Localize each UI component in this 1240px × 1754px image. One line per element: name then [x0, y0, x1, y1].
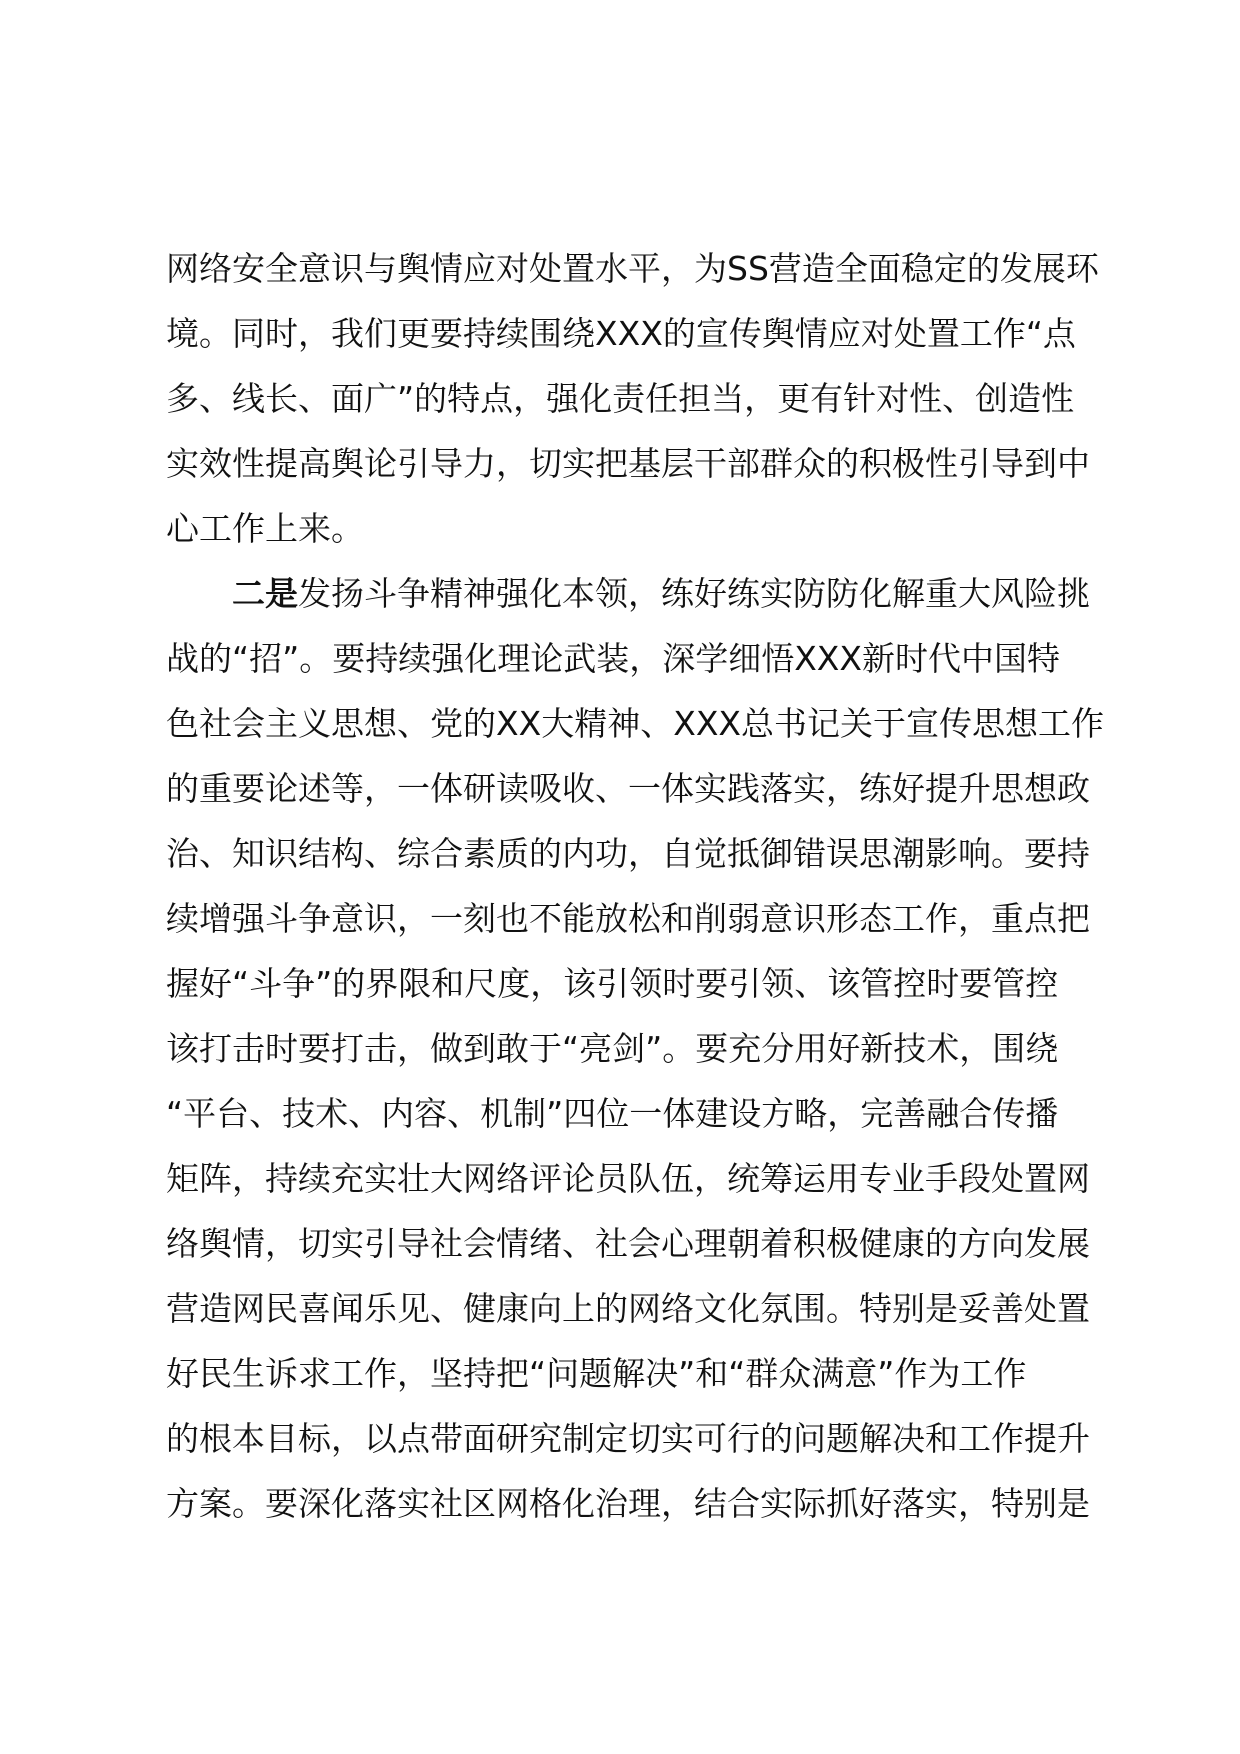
- paragraph-first-line: [166, 561, 1106, 626]
- text-line: 治、知识结构、综合素质的内功，自觉抵御错误思潮影响。要持: [166, 834, 1090, 873]
- text-line: 该打击时要打击，做到敢于“亮剑”。要充分用好新技术，围绕: [166, 1029, 1059, 1068]
- first-line-rest: 发扬斗争精神强化本领，练好练实防防化解重大风险挑: [298, 574, 1090, 613]
- lead-bold-text: 二是: [232, 574, 298, 613]
- text-line: 心工作上来。: [166, 509, 364, 548]
- paragraph-2: [166, 561, 1106, 1536]
- text-line: 境。同时，我们更要持续围绕XXX的宣传舆情应对处置工作“点: [166, 314, 1076, 353]
- text-line: 好民生诉求工作，坚持把“问题解决”和“群众满意”作为工作: [166, 1354, 1027, 1393]
- text-line: 的重要论述等，一体研读吸收、一体实践落实，练好提升思想政: [166, 769, 1090, 808]
- text-line: 战的“招”。要持续强化理论武装，深学细悟XXX新时代中国特: [166, 639, 1061, 678]
- body-text: [166, 236, 1106, 1536]
- text-line: 矩阵，持续充实壮大网络评论员队伍，统筹运用专业手段处置网: [166, 1159, 1090, 1198]
- text-line: 续增强斗争意识，一刻也不能放松和削弱意识形态工作，重点把: [166, 899, 1090, 938]
- paragraph-1: [166, 236, 1106, 561]
- text-line: 网络安全意识与舆情应对处置水平，为SS营造全面稳定的发展环: [166, 249, 1099, 288]
- text-line: 实效性提高舆论引导力，切实把基层干部群众的积极性引导到中: [166, 444, 1090, 483]
- text-line: 握好“斗争”的界限和尺度，该引领时要引领、该管控时要管控: [166, 964, 1059, 1003]
- text-line: 营造网民喜闻乐见、健康向上的网络文化氛围。特别是妥善处置: [166, 1289, 1090, 1328]
- text-line: 多、线长、面广”的特点，强化责任担当，更有针对性、创造性: [166, 379, 1075, 418]
- text-line: 色社会主义思想、党的XX大精神、XXX总书记关于宣传思想工作: [166, 704, 1105, 743]
- text-line: “平台、技术、内容、机制”四位一体建设方略，完善融合传播: [166, 1094, 1059, 1133]
- text-line: 方案。要深化落实社区网格化治理，结合实际抓好落实，特别是: [166, 1484, 1090, 1523]
- text-line: 的根本目标，以点带面研究制定切实可行的问题解决和工作提升: [166, 1419, 1090, 1458]
- text-line: 络舆情，切实引导社会情绪、社会心理朝着积极健康的方向发展: [166, 1224, 1090, 1263]
